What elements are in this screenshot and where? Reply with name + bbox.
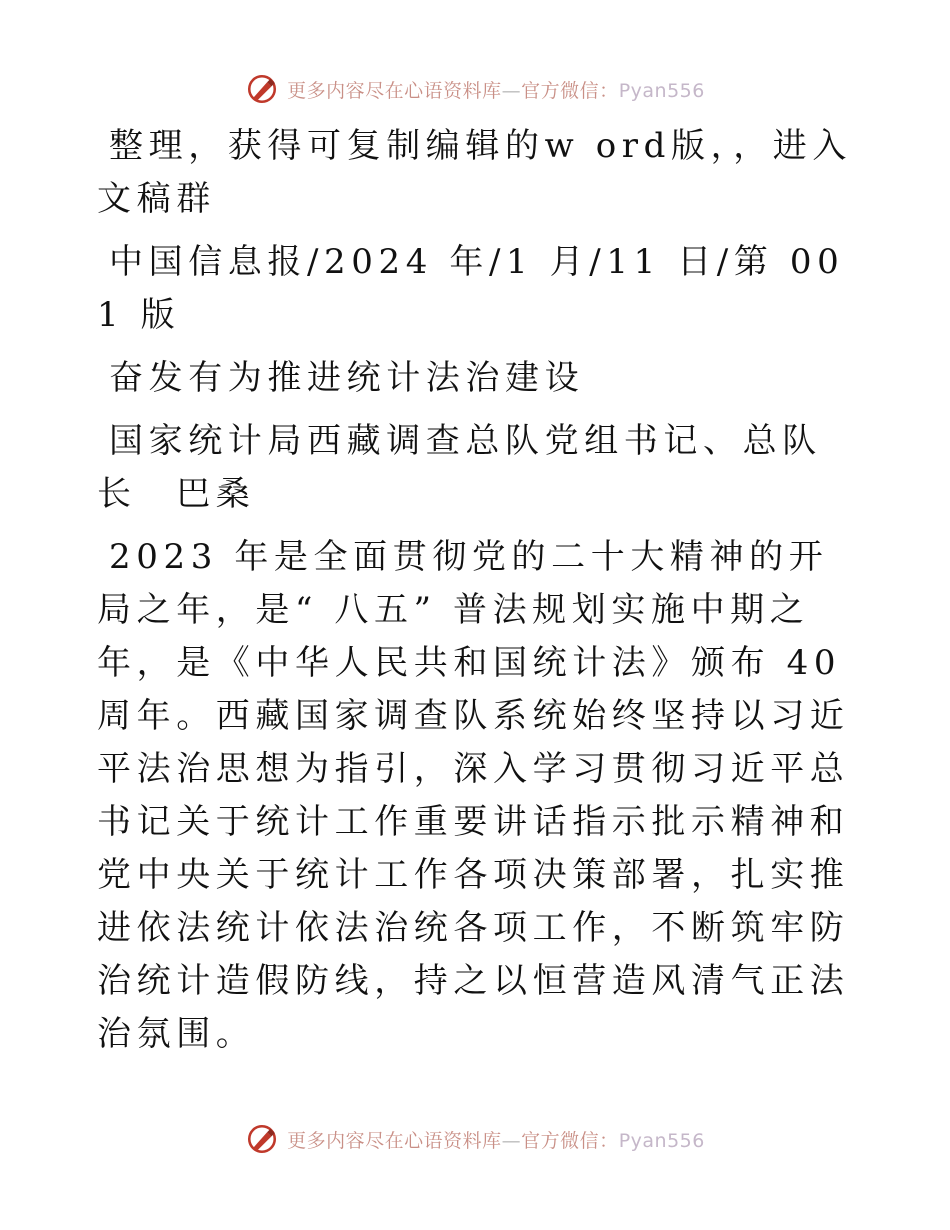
- author-line: 国家统计局西藏调查总队党组书记、总队长 巴桑: [97, 421, 822, 514]
- watermark-text: [287, 76, 705, 103]
- article-title: 奋发有为推进统计法治建设: [109, 358, 585, 398]
- header-watermark: [0, 72, 950, 106]
- watermark-id: Pyan556: [618, 1129, 705, 1152]
- watermark-text: [287, 1126, 705, 1153]
- body-paragraph: 2023 年是全面贯彻党的二十大精神的开局之年，是“ 八五” 普法规划实施中期之年，是《中华人民共和国统计法》颁布 40 周年。西藏国家调查队系统始终坚持以习近平法治思想为指引，深入学习贯彻习近平总书记关于统计工作重要讲话指示批示精神和党中央关于统计工作各项决策部署，扎实推进依法统计依法治统各项工作，不断筑牢防治统计造假防线，持之以恒营造风清气正法治氛围。: [97, 537, 850, 1054]
- intro-note: 整理，获得可复制编辑的w ord版，，进入文稿群: [97, 126, 852, 219]
- pen-logo-icon: [245, 72, 279, 106]
- watermark-main: 更多内容尽在心语资料库: [287, 79, 502, 102]
- watermark-main: 更多内容尽在心语资料库: [287, 1129, 502, 1152]
- pen-logo-icon: [245, 1122, 279, 1156]
- publication-line: 中国信息报/2024 年/1 月/11 日/第 001 版: [97, 242, 845, 335]
- document-body: [97, 120, 857, 1071]
- watermark-separator: —: [501, 79, 522, 102]
- watermark-contact: 官方微信：: [521, 79, 619, 102]
- watermark-contact: 官方微信：: [521, 1129, 619, 1152]
- watermark-id: Pyan556: [618, 79, 705, 102]
- watermark-separator: —: [501, 1129, 522, 1152]
- footer-watermark: [0, 1122, 950, 1156]
